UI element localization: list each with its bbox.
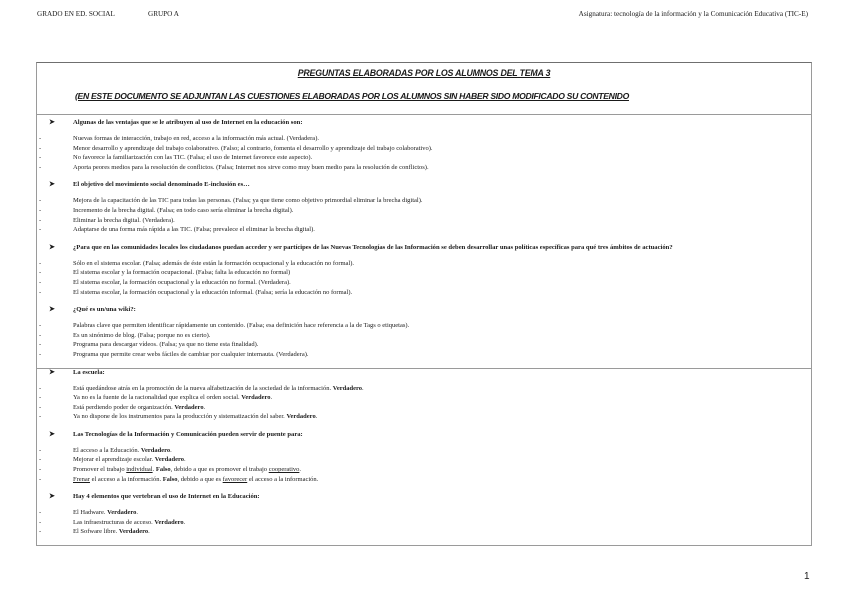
dash-bullet: - (39, 135, 42, 142)
arrow-bullet-icon: ➤ (49, 429, 55, 438)
answer-segment: el acceso a la información. (89, 475, 163, 483)
question-item (37, 428, 811, 441)
answer-option (37, 384, 811, 394)
answer-segment: El Hadware. (73, 509, 108, 517)
answer-option (37, 446, 811, 456)
answer-segment: El acceso a la Educación. (73, 446, 141, 454)
question-text: Hay 4 elementos que vertebran el uso de Internet en la Educación: (73, 493, 260, 501)
dash-bullet: - (39, 466, 42, 474)
document-frame (36, 62, 812, 546)
question-item (37, 366, 811, 379)
question-text: ¿Qué es un/una wiki?: (73, 306, 136, 314)
answer-text: Programa para descargar vídeos. (Falsa; ya que no tiene esta finalidad). (73, 341, 259, 349)
answer-segment: Verdadero (140, 446, 171, 454)
answer-text: Sólo en el sistema escolar. (Falsa; además de éste están la formación ocupacional y la educación no formal). (73, 259, 355, 267)
answer-segment: Frenar (73, 475, 90, 483)
header-group: GRUPO A (148, 10, 179, 18)
divider (37, 114, 811, 115)
document-subtitle: (EN ESTE DOCUMENTO SE ADJUNTAN LAS CUESTIONES ELABORADAS POR LOS ALUMNOS SIN HABER SIDO MODIFICADO SU CONTENIDO (75, 91, 629, 101)
dash-bullet: - (39, 163, 42, 171)
dash-bullet: - (39, 518, 42, 526)
dash-bullet: - (39, 206, 42, 214)
answer-text (73, 393, 272, 403)
answer-text (73, 465, 301, 475)
answer-text: Nuevas formas de interacción, trabajo en red, acceso a la información más actual. (Verdadera). (73, 135, 319, 142)
answer-segment: , debido a que es (177, 475, 223, 483)
answer-segment: . (203, 403, 206, 411)
answer-segment: individual (126, 466, 153, 474)
answer-segment: Verdadero (332, 384, 362, 392)
answer-text: Palabras clave que permiten identificar rápidamente un contenido. (Falsa; esa definición hace referencia a la de Tags o etiquetas). (73, 322, 410, 330)
answer-text: El sistema escolar y la formación ocupacional. (Falsa; falta la educación no formal) (73, 269, 291, 277)
dash-bullet: - (39, 446, 42, 454)
answer-segment: . (361, 384, 364, 392)
answer-text (73, 446, 172, 456)
answer-segment: Falso (155, 466, 171, 474)
answer-segment: Verdadero (118, 528, 149, 536)
document-title: PREGUNTAS ELABORADAS POR LOS ALUMNOS DEL TEMA 3 (297, 68, 551, 78)
arrow-bullet-icon: ➤ (49, 242, 55, 251)
answer-segment: Promover el trabajo (73, 466, 127, 474)
answer-option (37, 508, 811, 518)
answer-segment: . (299, 466, 301, 474)
dash-bullet: - (39, 288, 42, 296)
answer-text: Eliminar la brecha digital. (Verdadera). (73, 216, 175, 224)
dash-bullet: - (39, 154, 42, 162)
questions-list (37, 116, 811, 537)
answer-option (37, 206, 811, 216)
dash-bullet: - (39, 413, 42, 421)
answer-segment: el acceso a la información. (247, 475, 319, 483)
answer-segment: cooperativo (268, 466, 300, 474)
question-item (37, 178, 811, 191)
answer-segment: Ya no es la fuente de la racionalidad que explica el orden social. (73, 394, 242, 402)
answer-option (37, 163, 811, 173)
dash-bullet: - (39, 269, 42, 277)
dash-bullet: - (39, 509, 42, 517)
dash-bullet: - (39, 144, 42, 152)
dash-bullet: - (39, 403, 42, 411)
answer-segment: Ya no dispone de los instrumentos para la producción y sistematización del saber. (73, 413, 287, 421)
answer-segment: . (183, 518, 186, 526)
answer-option (37, 412, 811, 422)
answer-option (37, 134, 811, 144)
arrow-bullet-icon: ➤ (49, 367, 55, 376)
answer-option (37, 278, 811, 288)
question-text: El objetivo del movimiento social denominado E-inclusión es… (73, 181, 250, 189)
dash-bullet: - (39, 216, 42, 224)
answer-segment: Verdadero (174, 403, 204, 411)
answer-text: Aporta peores medios para la resolución de conflictos. (Falsa; Internet nos sirve como muy buen medio para la resolución de conflictos). (73, 163, 429, 171)
answer-text: Mejora de la capacitación de las TIC para todas las personas. (Falsa; ya que tiene como objetivo primordial eliminar la brecha digital). (73, 197, 423, 205)
arrow-bullet-icon: ➤ (49, 492, 55, 501)
dash-bullet: - (39, 528, 42, 536)
dash-bullet: - (39, 322, 42, 330)
answer-segment: Falso (162, 475, 178, 483)
dash-bullet: - (39, 456, 42, 464)
answer-segment: . (170, 446, 172, 454)
dash-bullet: - (39, 331, 42, 339)
answer-option (37, 225, 811, 235)
arrow-bullet-icon: ➤ (49, 180, 55, 189)
dash-bullet: - (39, 350, 42, 358)
answer-text: Adaptarse de una forma más rápida a las TIC. (Falsa; prevalece el eliminar la brecha digital). (73, 226, 315, 234)
answer-option (37, 259, 811, 269)
answer-text: Programa que permite crear webs fáciles de cambiar por cualquier internauta. (Verdadera). (73, 350, 309, 358)
answer-option (37, 475, 811, 485)
answer-segment: Verdadero (154, 518, 184, 526)
answer-option (37, 465, 811, 475)
arrow-bullet-icon: ➤ (49, 305, 55, 314)
answer-option (37, 216, 811, 226)
question-item (37, 303, 811, 316)
answer-text (73, 527, 150, 537)
answer-text: El sistema escolar, la formación ocupacional y la educación no formal. (Verdadera). (73, 278, 291, 286)
answer-option (37, 455, 811, 465)
answer-option (37, 403, 811, 413)
answer-option (37, 196, 811, 206)
answer-segment: Verdadero (107, 509, 137, 517)
question-item (37, 241, 811, 254)
answer-segment: Verdadero (154, 456, 184, 464)
question-text: Las Tecnologías de la Información y Comunicación pueden servir de puente para: (73, 430, 303, 438)
answer-text: Menor desarrollo y aprendizaje del trabajo colaborativo. (Falso; al contrario, fomenta el desarrollo y aprendizaje del trabajo colaborativo). (73, 144, 433, 152)
answer-segment: , debido a que es promover el trabajo (170, 466, 269, 474)
answer-segment: Verdadero (241, 394, 271, 402)
answer-segment: Las infraestructuras de acceso. (73, 518, 155, 526)
answer-option (37, 527, 811, 537)
answer-text (73, 518, 185, 528)
answer-text: Incremento de la brecha digital. (Falsa; en todo caso sería eliminar la brecha digital). (73, 206, 294, 214)
dash-bullet: - (39, 394, 42, 402)
answer-segment: . (184, 456, 186, 464)
answer-segment: . (148, 528, 150, 536)
dash-bullet: - (39, 226, 42, 234)
answer-option (37, 288, 811, 298)
answer-option (37, 393, 811, 403)
answer-segment: . (315, 413, 318, 421)
dash-bullet: - (39, 278, 42, 286)
answer-text (73, 455, 186, 465)
answer-text (73, 412, 317, 422)
question-text: Algunas de las ventajas que se le atribuyen al uso de Internet en la educación son: (73, 119, 303, 126)
arrow-bullet-icon: ➤ (49, 118, 55, 126)
answer-segment: El Sofware libre. (73, 528, 119, 536)
dash-bullet: - (39, 197, 42, 205)
dash-bullet: - (39, 475, 42, 483)
header-degree: GRADO EN ED. SOCIAL (37, 10, 115, 18)
dash-bullet: - (39, 384, 42, 392)
answer-segment: Está quedándose atrás en la promoción de la nueva alfabetización de la sociedad de la información. (73, 384, 333, 392)
question-item (37, 490, 811, 503)
answer-option (37, 340, 811, 350)
answer-segment: favorecer (222, 475, 248, 483)
answer-text (73, 403, 205, 413)
answer-option (37, 153, 811, 163)
answer-segment: Verdadero (286, 413, 316, 421)
answer-text: No favorece la familiarización con las TIC. (Falsa; el uso de Internet favorece este aspecto). (73, 154, 313, 162)
dash-bullet: - (39, 341, 42, 349)
answer-segment: Está perdiendo poder de organización. (73, 403, 175, 411)
answer-text: Es un sinónimo de blog. (Falsa; porque no es cierto). (73, 331, 211, 339)
dash-bullet: - (39, 259, 42, 267)
page-number: 1 (804, 571, 810, 582)
answer-option (37, 350, 811, 360)
answer-option (37, 518, 811, 528)
answer-option (37, 321, 811, 331)
answer-segment: . (136, 509, 138, 517)
answer-text (73, 475, 318, 485)
answer-option (37, 268, 811, 278)
answer-text (73, 508, 138, 518)
answer-option (37, 331, 811, 341)
question-item (37, 116, 811, 129)
answer-text (73, 384, 364, 394)
answer-option (37, 144, 811, 154)
answer-text: El sistema escolar, la formación ocupacional y la educación informal. (Falsa; sería la educación no formal). (73, 288, 353, 296)
answer-segment: Mejorar el aprendizaje escolar. (73, 456, 155, 464)
question-text: La escuela: (73, 368, 105, 376)
header-subject: Asignatura: tecnología de la información y la Comunicación Educativa (TIC-E) (578, 10, 808, 18)
question-text: ¿Para que en las comunidades locales los ciudadanos puedan acceder y ser partícipes de las Nuevas Tecnologías de las Información se deben desarrollar unas políticas específicas para qué tres ámbitos de actuación? (73, 243, 673, 251)
answer-segment: . (270, 394, 273, 402)
answer-segment: . (152, 466, 156, 474)
